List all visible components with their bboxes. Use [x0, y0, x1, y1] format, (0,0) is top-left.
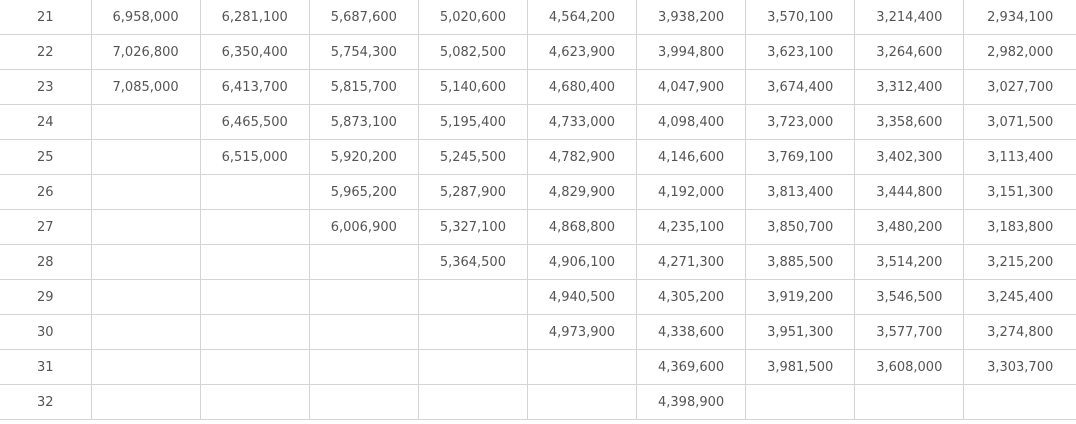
- salary-cell: 3,919,200: [746, 280, 855, 315]
- salary-cell: 3,723,000: [746, 105, 855, 140]
- salary-cell: [418, 385, 527, 420]
- salary-cell: 5,020,600: [418, 0, 527, 35]
- salary-cell: [309, 245, 418, 280]
- salary-cell: 6,006,900: [309, 210, 418, 245]
- salary-cell: [964, 385, 1076, 420]
- salary-cell: 5,140,600: [418, 70, 527, 105]
- salary-cell: [91, 210, 200, 245]
- salary-cell: 3,885,500: [746, 245, 855, 280]
- table-row: [0, 210, 1076, 245]
- salary-cell: 4,868,800: [527, 210, 636, 245]
- salary-cell: 3,183,800: [964, 210, 1076, 245]
- salary-cell: [418, 350, 527, 385]
- salary-cell: 4,146,600: [637, 140, 746, 175]
- salary-cell: [309, 350, 418, 385]
- salary-cell: 4,564,200: [527, 0, 636, 35]
- step-cell: 29: [0, 280, 91, 315]
- step-cell: 22: [0, 35, 91, 70]
- salary-cell: 6,413,700: [200, 70, 309, 105]
- salary-cell: 3,994,800: [637, 35, 746, 70]
- salary-cell: [91, 350, 200, 385]
- salary-cell: 4,906,100: [527, 245, 636, 280]
- salary-cell: [527, 350, 636, 385]
- salary-cell: 4,098,400: [637, 105, 746, 140]
- salary-cell: [309, 280, 418, 315]
- salary-cell: [855, 385, 964, 420]
- salary-cell: 3,303,700: [964, 350, 1076, 385]
- step-cell: 31: [0, 350, 91, 385]
- table-row: [0, 105, 1076, 140]
- salary-cell: 4,398,900: [637, 385, 746, 420]
- salary-cell: [91, 385, 200, 420]
- salary-cell: [200, 280, 309, 315]
- salary-cell: 3,577,700: [855, 315, 964, 350]
- salary-cell: 3,402,300: [855, 140, 964, 175]
- salary-cell: 5,687,600: [309, 0, 418, 35]
- salary-cell: [91, 105, 200, 140]
- table-row: [0, 350, 1076, 385]
- salary-cell: 3,264,600: [855, 35, 964, 70]
- salary-cell: 4,338,600: [637, 315, 746, 350]
- salary-cell: 3,274,800: [964, 315, 1076, 350]
- table-row: [0, 70, 1076, 105]
- salary-cell: 5,245,500: [418, 140, 527, 175]
- salary-cell: 3,674,400: [746, 70, 855, 105]
- step-cell: 32: [0, 385, 91, 420]
- salary-cell: 5,754,300: [309, 35, 418, 70]
- salary-cell: 7,026,800: [91, 35, 200, 70]
- salary-cell: 3,981,500: [746, 350, 855, 385]
- step-cell: 28: [0, 245, 91, 280]
- salary-cell: 3,938,200: [637, 0, 746, 35]
- salary-cell: 3,214,400: [855, 0, 964, 35]
- salary-cell: 3,312,400: [855, 70, 964, 105]
- salary-cell: 4,782,900: [527, 140, 636, 175]
- salary-cell: 6,281,100: [200, 0, 309, 35]
- salary-cell: 4,733,000: [527, 105, 636, 140]
- salary-cell: [418, 315, 527, 350]
- salary-cell: 3,215,200: [964, 245, 1076, 280]
- salary-cell: 4,940,500: [527, 280, 636, 315]
- salary-cell: [91, 175, 200, 210]
- salary-cell: 3,850,700: [746, 210, 855, 245]
- salary-cell: 5,327,100: [418, 210, 527, 245]
- salary-cell: 4,973,900: [527, 315, 636, 350]
- salary-cell: 2,982,000: [964, 35, 1076, 70]
- salary-cell: 4,829,900: [527, 175, 636, 210]
- salary-cell: 3,951,300: [746, 315, 855, 350]
- salary-cell: 3,480,200: [855, 210, 964, 245]
- salary-cell: 2,934,100: [964, 0, 1076, 35]
- salary-cell: 4,235,100: [637, 210, 746, 245]
- step-cell: 24: [0, 105, 91, 140]
- salary-cell: 3,444,800: [855, 175, 964, 210]
- salary-cell: 5,873,100: [309, 105, 418, 140]
- salary-cell: 5,287,900: [418, 175, 527, 210]
- salary-cell: 3,071,500: [964, 105, 1076, 140]
- salary-cell: [527, 385, 636, 420]
- table-row: [0, 0, 1076, 35]
- salary-cell: [200, 245, 309, 280]
- salary-cell: 6,958,000: [91, 0, 200, 35]
- salary-cell: [200, 315, 309, 350]
- step-cell: 27: [0, 210, 91, 245]
- salary-cell: 3,151,300: [964, 175, 1076, 210]
- salary-cell: 3,245,400: [964, 280, 1076, 315]
- table-row: [0, 245, 1076, 280]
- salary-cell: 5,965,200: [309, 175, 418, 210]
- salary-cell: 5,920,200: [309, 140, 418, 175]
- table-row: [0, 385, 1076, 420]
- salary-cell: 7,085,000: [91, 70, 200, 105]
- salary-cell: 6,465,500: [200, 105, 309, 140]
- salary-cell: [418, 280, 527, 315]
- step-cell: 30: [0, 315, 91, 350]
- step-cell: 21: [0, 0, 91, 35]
- salary-cell: 4,305,200: [637, 280, 746, 315]
- salary-cell: 4,369,600: [637, 350, 746, 385]
- salary-cell: 3,514,200: [855, 245, 964, 280]
- salary-cell: 6,515,000: [200, 140, 309, 175]
- salary-cell: [309, 385, 418, 420]
- salary-cell: 6,350,400: [200, 35, 309, 70]
- step-cell: 26: [0, 175, 91, 210]
- salary-cell: [91, 140, 200, 175]
- salary-cell: [91, 245, 200, 280]
- salary-cell: 4,047,900: [637, 70, 746, 105]
- salary-cell: 4,271,300: [637, 245, 746, 280]
- salary-cell: [746, 385, 855, 420]
- salary-cell: [200, 175, 309, 210]
- salary-cell: [91, 315, 200, 350]
- salary-cell: 3,769,100: [746, 140, 855, 175]
- table-row: [0, 280, 1076, 315]
- salary-cell: 3,623,100: [746, 35, 855, 70]
- salary-cell: [200, 350, 309, 385]
- table-row: [0, 140, 1076, 175]
- step-cell: 25: [0, 140, 91, 175]
- salary-cell: 5,815,700: [309, 70, 418, 105]
- table-row: [0, 315, 1076, 350]
- salary-cell: 4,623,900: [527, 35, 636, 70]
- salary-cell: [200, 210, 309, 245]
- salary-cell: [309, 315, 418, 350]
- salary-cell: 3,027,700: [964, 70, 1076, 105]
- table-row: [0, 175, 1076, 210]
- table-row: [0, 35, 1076, 70]
- salary-cell: 3,358,600: [855, 105, 964, 140]
- salary-cell: 5,082,500: [418, 35, 527, 70]
- salary-cell: 4,192,000: [637, 175, 746, 210]
- salary-cell: 3,813,400: [746, 175, 855, 210]
- salary-cell: 5,364,500: [418, 245, 527, 280]
- salary-cell: 3,113,400: [964, 140, 1076, 175]
- salary-cell: 3,546,500: [855, 280, 964, 315]
- salary-cell: [91, 280, 200, 315]
- salary-cell: 3,608,000: [855, 350, 964, 385]
- salary-cell: 4,680,400: [527, 70, 636, 105]
- step-cell: 23: [0, 70, 91, 105]
- salary-cell: 3,570,100: [746, 0, 855, 35]
- salary-cell: 5,195,400: [418, 105, 527, 140]
- salary-cell: [200, 385, 309, 420]
